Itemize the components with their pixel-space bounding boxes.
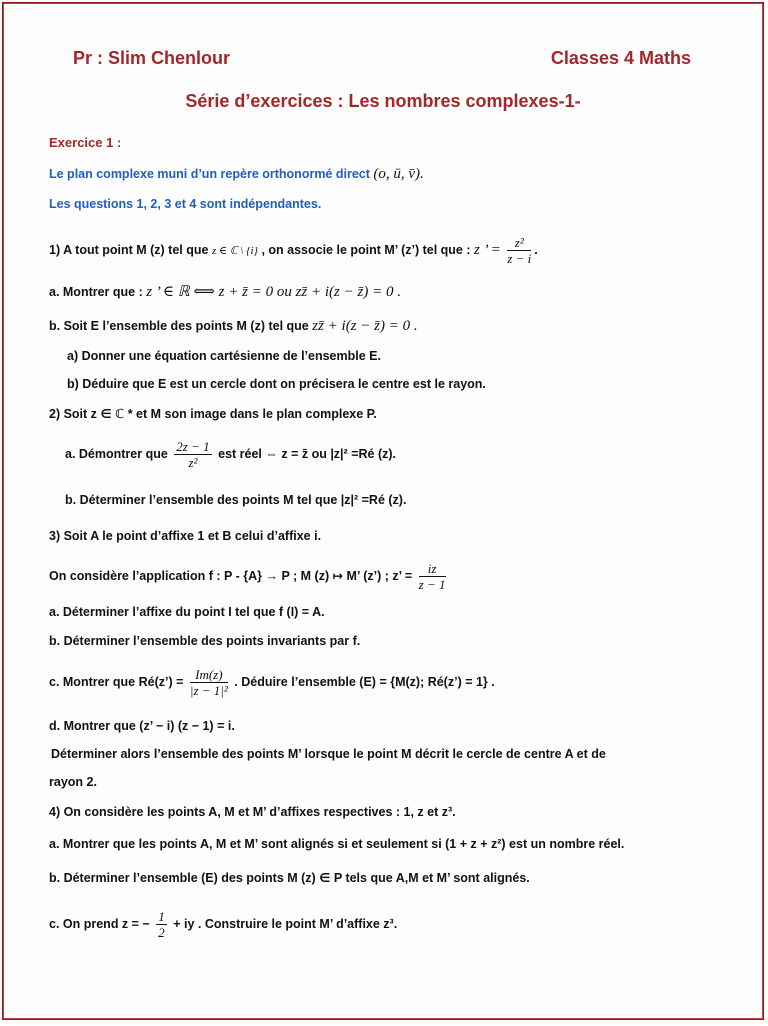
q2a-post: est réel ⇔ z = z̄ ou |z|² =Ré (z). [218, 446, 396, 461]
q1-fraction [507, 235, 531, 266]
question-3b: b. Déterminer l’ensemble des points invariants par f. [49, 634, 361, 648]
page-title: Série d’exercices : Les nombres complexes-1- [185, 91, 581, 111]
q3c-fraction [190, 667, 228, 698]
q4c-numerator: 1 [158, 909, 165, 924]
frame-notation: (o, ū, v̄). [373, 166, 424, 182]
question-4a: a. Montrer que les points A, M et M’ sont alignés si et seulement si (1 + z + z²) est un nombre réel. [49, 837, 625, 851]
question-1b-b: b) Déduire que E est un cercle dont on précisera le centre est le rayon. [67, 377, 486, 391]
q4c-denominator: 2 [158, 925, 165, 940]
question-1b [49, 317, 418, 335]
q3c-numerator: Im(z) [190, 667, 228, 683]
question-4b: b. Déterminer l’ensemble (E) des points M (z) ∈ P tels que A,M et M’ sont alignés. [49, 871, 530, 885]
q3c-text: c. Montrer que Ré(z’) = [49, 674, 184, 689]
q1-condition: z ∈ ℂ \ {i} [211, 244, 258, 257]
question-3d: d. Montrer que (z’ − i) (z − 1) = i. [49, 719, 235, 733]
question-2a [65, 439, 396, 470]
question-1: 1) A tout point M (z) tel que z ∈ ℂ \ {i} , on associe le point M’ (z’) tel que : z ’ = $\frac{\text{z²}}{z - i}$ . [49, 235, 538, 266]
question-2b: b. Déterminer l’ensemble des points M tel que |z|² =Ré (z). [65, 493, 407, 507]
q3-app-denominator: z − 1 [418, 577, 446, 592]
q2a-fraction [174, 439, 211, 470]
q2a-numerator: 2z − 1 [176, 439, 210, 454]
q1-denominator: z − i [507, 251, 532, 266]
question-4: 4) On considère les points A, M et M’ d’affixes respectives : 1, z et z³. [49, 805, 456, 819]
intro-text: Le plan complexe muni d’un repère orthonormé direct [49, 167, 370, 181]
intro-line-1 [49, 165, 424, 183]
worksheet-page [2, 2, 764, 1020]
q1a-text: a. Montrer que : [49, 285, 143, 299]
intro-line-2: Les questions 1, 2, 3 et 4 sont indépendantes. [49, 197, 322, 211]
question-2: 2) Soit z ∈ ℂ * et M son image dans le plan complexe P. [49, 407, 377, 421]
q3-app-numerator: iz [419, 561, 446, 577]
exercise-heading: Exercice 1 : [49, 135, 122, 150]
q2a-text: a. Démontrer que [65, 446, 168, 461]
question-3a: a. Déterminer l’affixe du point I tel que f (I) = A. [49, 605, 325, 619]
q1b-formula: zz̄ + i(z − z̄) = 0 . [312, 318, 418, 334]
q4c-fraction [156, 909, 167, 940]
class-level: Classes 4 Maths [550, 48, 691, 68]
q4c-post: + iy . Construire le point M’ d’affixe z³. [173, 916, 398, 931]
question-1a [49, 283, 401, 301]
q1a-formula: z ’ ∈ ℝ ⟺ z + z̄ = 0 ou zz̄ + i(z − z̄) = 0 . [146, 284, 401, 300]
q1-lhs: z ’ = [474, 241, 501, 258]
question-3-application [49, 561, 449, 592]
q1-text: 1) A tout point M (z) tel que [49, 242, 209, 257]
q1-mid-text: , on associe le point M’ (z’) tel que : [261, 242, 471, 257]
q3-app-text: On considère l’application f : P - {A} → P ; M (z) ↦ M’ (z’) ; z’ = [49, 568, 413, 583]
teacher-name: Pr : Slim Chenlour [73, 48, 231, 68]
q2a-denominator: z² [188, 455, 198, 470]
question-4c [49, 909, 397, 940]
question-3d-body-1: Déterminer alors l’ensemble des points M’ lorsque le point M décrit le cercle de centre A et de [51, 747, 606, 761]
question-3: 3) Soit A le point d’affixe 1 et B celui d’affixe i. [49, 529, 322, 543]
q3c-denominator: |z − 1|² [189, 683, 228, 698]
q3-app-fraction [419, 561, 446, 592]
q4c-text: c. On prend z = − [49, 916, 150, 931]
q1b-text: b. Soit E l’ensemble des points M (z) tel que [49, 319, 309, 333]
q1-numerator: z² [507, 235, 531, 251]
question-3d-body-2: rayon 2. [49, 775, 97, 789]
q3c-post: . Déduire l’ensemble (E) = {M(z); Ré(z’) = 1} . [234, 674, 495, 689]
question-1b-a: a) Donner une équation cartésienne de l’ensemble E. [67, 349, 381, 363]
question-3c [49, 667, 495, 698]
